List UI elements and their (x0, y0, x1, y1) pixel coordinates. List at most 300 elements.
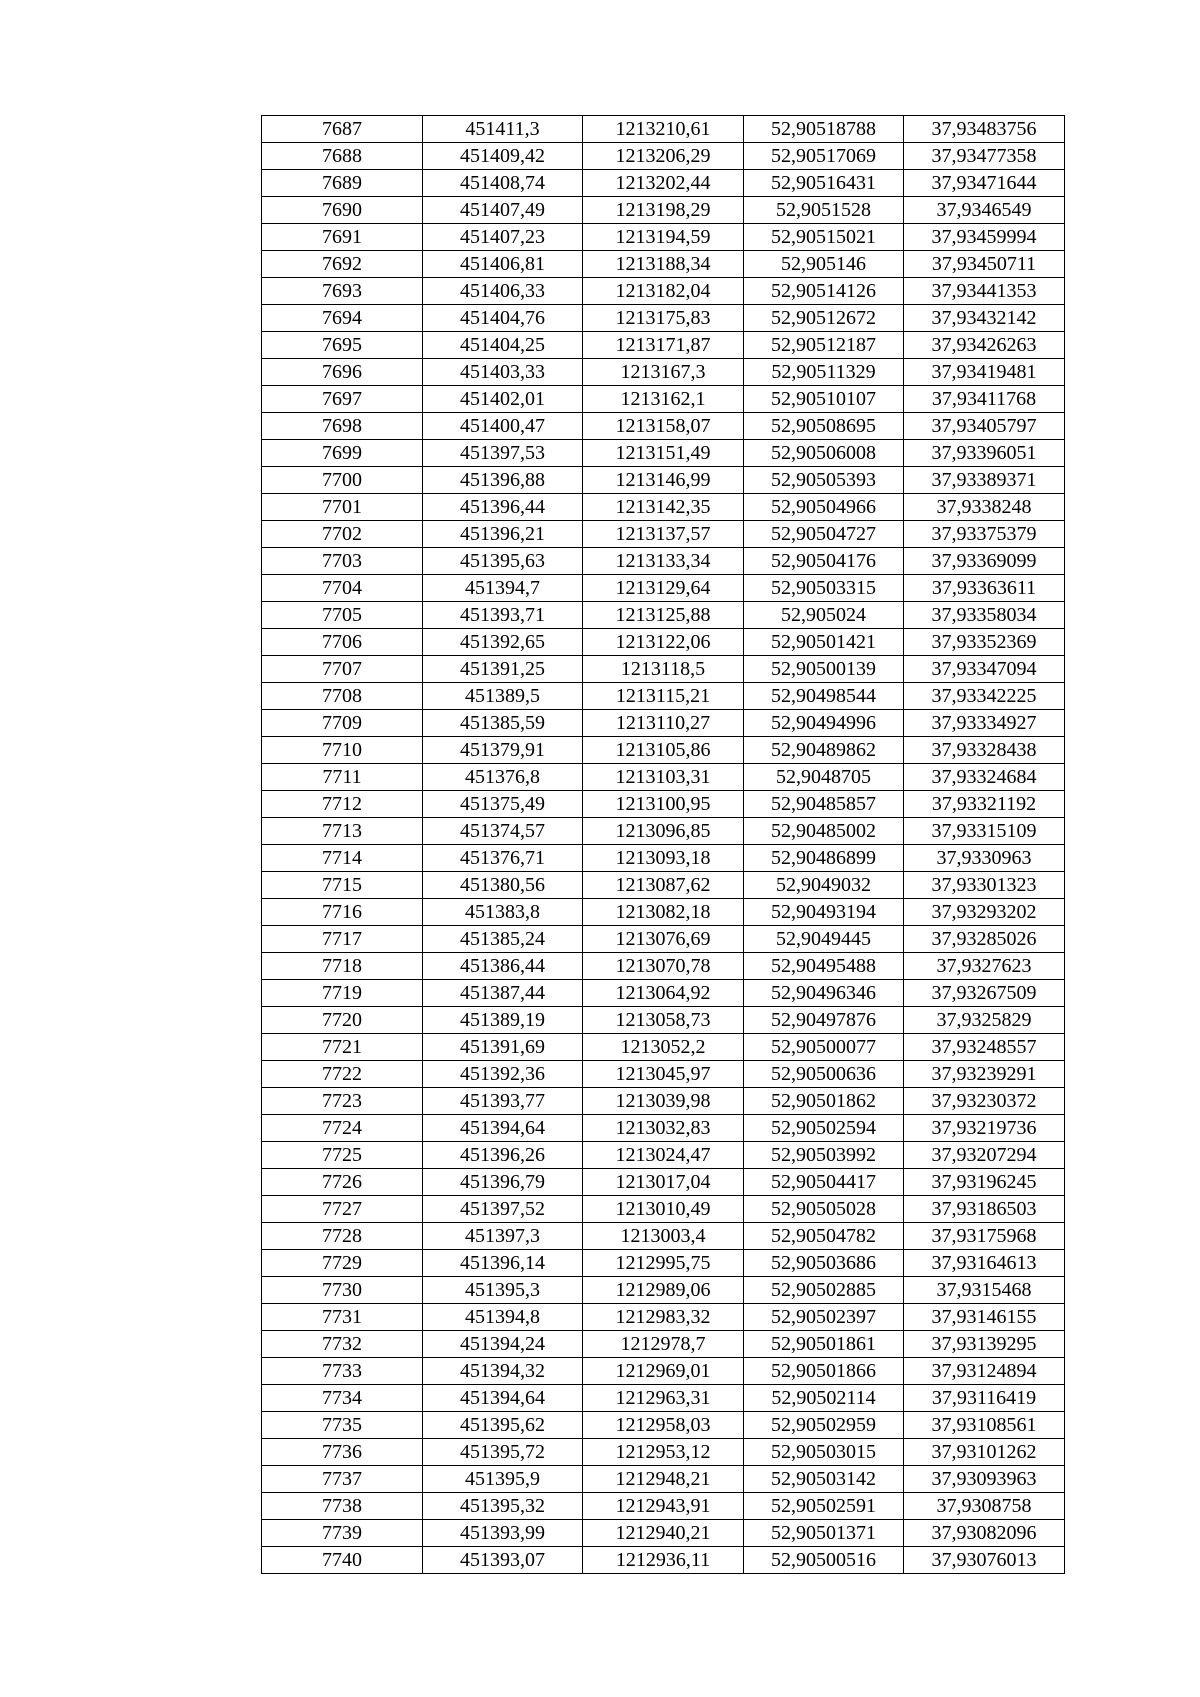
point-number-cell: 7705 (262, 602, 423, 629)
longitude-cell: 37,93441353 (904, 278, 1065, 305)
point-number-cell: 7692 (262, 251, 423, 278)
longitude-cell: 37,93267509 (904, 980, 1065, 1007)
y-coordinate-cell: 1213087,62 (583, 872, 744, 899)
longitude-cell: 37,93219736 (904, 1115, 1065, 1142)
longitude-cell: 37,93334927 (904, 710, 1065, 737)
latitude-cell: 52,90512672 (744, 305, 904, 332)
x-coordinate-cell: 451385,59 (423, 710, 583, 737)
table-row (262, 1169, 1065, 1196)
latitude-cell: 52,90500139 (744, 656, 904, 683)
table-row (262, 1304, 1065, 1331)
table-row (262, 359, 1065, 386)
y-coordinate-cell: 1213045,97 (583, 1061, 744, 1088)
latitude-cell: 52,90498544 (744, 683, 904, 710)
point-number-cell: 7735 (262, 1412, 423, 1439)
latitude-cell: 52,9048705 (744, 764, 904, 791)
x-coordinate-cell: 451394,64 (423, 1385, 583, 1412)
latitude-cell: 52,90503015 (744, 1439, 904, 1466)
longitude-cell: 37,93108561 (904, 1412, 1065, 1439)
latitude-cell: 52,90512187 (744, 332, 904, 359)
latitude-cell: 52,90511329 (744, 359, 904, 386)
x-coordinate-cell: 451395,32 (423, 1493, 583, 1520)
point-number-cell: 7737 (262, 1466, 423, 1493)
x-coordinate-cell: 451392,65 (423, 629, 583, 656)
table-row (262, 1547, 1065, 1574)
longitude-cell: 37,93389371 (904, 467, 1065, 494)
latitude-cell: 52,905024 (744, 602, 904, 629)
point-number-cell: 7694 (262, 305, 423, 332)
longitude-cell: 37,9308758 (904, 1493, 1065, 1520)
longitude-cell: 37,9325829 (904, 1007, 1065, 1034)
table-row (262, 1385, 1065, 1412)
longitude-cell: 37,93477358 (904, 143, 1065, 170)
longitude-cell: 37,93248557 (904, 1034, 1065, 1061)
table-row (262, 1034, 1065, 1061)
point-number-cell: 7688 (262, 143, 423, 170)
y-coordinate-cell: 1213182,04 (583, 278, 744, 305)
latitude-cell: 52,90485857 (744, 791, 904, 818)
y-coordinate-cell: 1213110,27 (583, 710, 744, 737)
point-number-cell: 7698 (262, 413, 423, 440)
table-row (262, 602, 1065, 629)
latitude-cell: 52,90502885 (744, 1277, 904, 1304)
longitude-cell: 37,93375379 (904, 521, 1065, 548)
coordinates-table-body (262, 116, 1065, 1574)
point-number-cell: 7740 (262, 1547, 423, 1574)
latitude-cell: 52,90501421 (744, 629, 904, 656)
longitude-cell: 37,93146155 (904, 1304, 1065, 1331)
y-coordinate-cell: 1212948,21 (583, 1466, 744, 1493)
y-coordinate-cell: 1213076,69 (583, 926, 744, 953)
y-coordinate-cell: 1213115,21 (583, 683, 744, 710)
point-number-cell: 7738 (262, 1493, 423, 1520)
x-coordinate-cell: 451396,44 (423, 494, 583, 521)
table-row (262, 1223, 1065, 1250)
table-row (262, 467, 1065, 494)
y-coordinate-cell: 1212940,21 (583, 1520, 744, 1547)
y-coordinate-cell: 1213093,18 (583, 845, 744, 872)
table-row (262, 1061, 1065, 1088)
longitude-cell: 37,93076013 (904, 1547, 1065, 1574)
longitude-cell: 37,93285026 (904, 926, 1065, 953)
latitude-cell: 52,90515021 (744, 224, 904, 251)
latitude-cell: 52,90495488 (744, 953, 904, 980)
x-coordinate-cell: 451394,32 (423, 1358, 583, 1385)
point-number-cell: 7714 (262, 845, 423, 872)
latitude-cell: 52,90501862 (744, 1088, 904, 1115)
y-coordinate-cell: 1213171,87 (583, 332, 744, 359)
latitude-cell: 52,90496346 (744, 980, 904, 1007)
table-row (262, 521, 1065, 548)
latitude-cell: 52,90503315 (744, 575, 904, 602)
x-coordinate-cell: 451376,8 (423, 764, 583, 791)
table-row (262, 197, 1065, 224)
table-row (262, 980, 1065, 1007)
table-row (262, 953, 1065, 980)
x-coordinate-cell: 451374,57 (423, 818, 583, 845)
table-row (262, 1520, 1065, 1547)
table-row (262, 386, 1065, 413)
x-coordinate-cell: 451407,23 (423, 224, 583, 251)
table-row (262, 1142, 1065, 1169)
table-row (262, 629, 1065, 656)
y-coordinate-cell: 1212943,91 (583, 1493, 744, 1520)
latitude-cell: 52,90517069 (744, 143, 904, 170)
point-number-cell: 7700 (262, 467, 423, 494)
latitude-cell: 52,90516431 (744, 170, 904, 197)
y-coordinate-cell: 1212978,7 (583, 1331, 744, 1358)
x-coordinate-cell: 451397,3 (423, 1223, 583, 1250)
table-row (262, 764, 1065, 791)
latitude-cell: 52,90500636 (744, 1061, 904, 1088)
y-coordinate-cell: 1212953,12 (583, 1439, 744, 1466)
point-number-cell: 7725 (262, 1142, 423, 1169)
latitude-cell: 52,905146 (744, 251, 904, 278)
longitude-cell: 37,93342225 (904, 683, 1065, 710)
x-coordinate-cell: 451391,25 (423, 656, 583, 683)
point-number-cell: 7728 (262, 1223, 423, 1250)
point-number-cell: 7730 (262, 1277, 423, 1304)
table-row (262, 548, 1065, 575)
table-row (262, 926, 1065, 953)
x-coordinate-cell: 451406,33 (423, 278, 583, 305)
table-row (262, 1196, 1065, 1223)
point-number-cell: 7719 (262, 980, 423, 1007)
longitude-cell: 37,93164613 (904, 1250, 1065, 1277)
y-coordinate-cell: 1213137,57 (583, 521, 744, 548)
table-row (262, 413, 1065, 440)
latitude-cell: 52,90518788 (744, 116, 904, 143)
x-coordinate-cell: 451407,49 (423, 197, 583, 224)
table-row (262, 899, 1065, 926)
point-number-cell: 7687 (262, 116, 423, 143)
point-number-cell: 7718 (262, 953, 423, 980)
x-coordinate-cell: 451376,71 (423, 845, 583, 872)
y-coordinate-cell: 1213017,04 (583, 1169, 744, 1196)
longitude-cell: 37,93124894 (904, 1358, 1065, 1385)
point-number-cell: 7729 (262, 1250, 423, 1277)
x-coordinate-cell: 451406,81 (423, 251, 583, 278)
table-row (262, 575, 1065, 602)
table-row (262, 251, 1065, 278)
table-row (262, 440, 1065, 467)
y-coordinate-cell: 1213058,73 (583, 1007, 744, 1034)
x-coordinate-cell: 451380,56 (423, 872, 583, 899)
y-coordinate-cell: 1213039,98 (583, 1088, 744, 1115)
longitude-cell: 37,93139295 (904, 1331, 1065, 1358)
x-coordinate-cell: 451402,01 (423, 386, 583, 413)
point-number-cell: 7733 (262, 1358, 423, 1385)
point-number-cell: 7689 (262, 170, 423, 197)
point-number-cell: 7711 (262, 764, 423, 791)
point-number-cell: 7734 (262, 1385, 423, 1412)
longitude-cell: 37,93471644 (904, 170, 1065, 197)
point-number-cell: 7696 (262, 359, 423, 386)
x-coordinate-cell: 451383,8 (423, 899, 583, 926)
table-row (262, 1115, 1065, 1142)
x-coordinate-cell: 451393,77 (423, 1088, 583, 1115)
y-coordinate-cell: 1213122,06 (583, 629, 744, 656)
latitude-cell: 52,90504727 (744, 521, 904, 548)
table-row (262, 791, 1065, 818)
y-coordinate-cell: 1212958,03 (583, 1412, 744, 1439)
table-row (262, 818, 1065, 845)
table-row (262, 683, 1065, 710)
latitude-cell: 52,90503992 (744, 1142, 904, 1169)
x-coordinate-cell: 451395,62 (423, 1412, 583, 1439)
point-number-cell: 7715 (262, 872, 423, 899)
point-number-cell: 7727 (262, 1196, 423, 1223)
longitude-cell: 37,93459994 (904, 224, 1065, 251)
latitude-cell: 52,90504417 (744, 1169, 904, 1196)
latitude-cell: 52,90502594 (744, 1115, 904, 1142)
longitude-cell: 37,93352369 (904, 629, 1065, 656)
x-coordinate-cell: 451395,3 (423, 1277, 583, 1304)
table-row (262, 872, 1065, 899)
point-number-cell: 7722 (262, 1061, 423, 1088)
x-coordinate-cell: 451392,36 (423, 1061, 583, 1088)
latitude-cell: 52,90505393 (744, 467, 904, 494)
y-coordinate-cell: 1213082,18 (583, 899, 744, 926)
x-coordinate-cell: 451394,7 (423, 575, 583, 602)
longitude-cell: 37,93432142 (904, 305, 1065, 332)
x-coordinate-cell: 451400,47 (423, 413, 583, 440)
y-coordinate-cell: 1213146,99 (583, 467, 744, 494)
longitude-cell: 37,9315468 (904, 1277, 1065, 1304)
longitude-cell: 37,93101262 (904, 1439, 1065, 1466)
x-coordinate-cell: 451396,14 (423, 1250, 583, 1277)
y-coordinate-cell: 1213206,29 (583, 143, 744, 170)
y-coordinate-cell: 1213158,07 (583, 413, 744, 440)
x-coordinate-cell: 451393,99 (423, 1520, 583, 1547)
latitude-cell: 52,90489862 (744, 737, 904, 764)
longitude-cell: 37,9346549 (904, 197, 1065, 224)
table-row (262, 1439, 1065, 1466)
y-coordinate-cell: 1213151,49 (583, 440, 744, 467)
latitude-cell: 52,9051528 (744, 197, 904, 224)
table-row (262, 1007, 1065, 1034)
table-row (262, 845, 1065, 872)
longitude-cell: 37,93321192 (904, 791, 1065, 818)
latitude-cell: 52,90514126 (744, 278, 904, 305)
table-row (262, 737, 1065, 764)
longitude-cell: 37,93230372 (904, 1088, 1065, 1115)
table-row (262, 710, 1065, 737)
longitude-cell: 37,93369099 (904, 548, 1065, 575)
longitude-cell: 37,93175968 (904, 1223, 1065, 1250)
y-coordinate-cell: 1213129,64 (583, 575, 744, 602)
point-number-cell: 7706 (262, 629, 423, 656)
y-coordinate-cell: 1213032,83 (583, 1115, 744, 1142)
y-coordinate-cell: 1212995,75 (583, 1250, 744, 1277)
longitude-cell: 37,93301323 (904, 872, 1065, 899)
y-coordinate-cell: 1212963,31 (583, 1385, 744, 1412)
y-coordinate-cell: 1213010,49 (583, 1196, 744, 1223)
latitude-cell: 52,90506008 (744, 440, 904, 467)
longitude-cell: 37,93363611 (904, 575, 1065, 602)
longitude-cell: 37,93293202 (904, 899, 1065, 926)
x-coordinate-cell: 451389,5 (423, 683, 583, 710)
x-coordinate-cell: 451396,79 (423, 1169, 583, 1196)
table-row (262, 1277, 1065, 1304)
x-coordinate-cell: 451394,64 (423, 1115, 583, 1142)
x-coordinate-cell: 451397,53 (423, 440, 583, 467)
latitude-cell: 52,90500077 (744, 1034, 904, 1061)
x-coordinate-cell: 451391,69 (423, 1034, 583, 1061)
longitude-cell: 37,93426263 (904, 332, 1065, 359)
y-coordinate-cell: 1212983,32 (583, 1304, 744, 1331)
point-number-cell: 7717 (262, 926, 423, 953)
table-row (262, 170, 1065, 197)
table-row (262, 1088, 1065, 1115)
y-coordinate-cell: 1213118,5 (583, 656, 744, 683)
point-number-cell: 7690 (262, 197, 423, 224)
x-coordinate-cell: 451394,8 (423, 1304, 583, 1331)
point-number-cell: 7693 (262, 278, 423, 305)
x-coordinate-cell: 451411,3 (423, 116, 583, 143)
point-number-cell: 7699 (262, 440, 423, 467)
point-number-cell: 7704 (262, 575, 423, 602)
longitude-cell: 37,93328438 (904, 737, 1065, 764)
table-row (262, 305, 1065, 332)
point-number-cell: 7702 (262, 521, 423, 548)
longitude-cell: 37,93196245 (904, 1169, 1065, 1196)
point-number-cell: 7701 (262, 494, 423, 521)
y-coordinate-cell: 1213105,86 (583, 737, 744, 764)
x-coordinate-cell: 451393,07 (423, 1547, 583, 1574)
y-coordinate-cell: 1213003,4 (583, 1223, 744, 1250)
longitude-cell: 37,93419481 (904, 359, 1065, 386)
latitude-cell: 52,90505028 (744, 1196, 904, 1223)
x-coordinate-cell: 451396,21 (423, 521, 583, 548)
table-row (262, 1466, 1065, 1493)
table-row (262, 1358, 1065, 1385)
latitude-cell: 52,90502591 (744, 1493, 904, 1520)
point-number-cell: 7691 (262, 224, 423, 251)
latitude-cell: 52,90503686 (744, 1250, 904, 1277)
point-number-cell: 7739 (262, 1520, 423, 1547)
longitude-cell: 37,93186503 (904, 1196, 1065, 1223)
point-number-cell: 7724 (262, 1115, 423, 1142)
table-row (262, 143, 1065, 170)
point-number-cell: 7721 (262, 1034, 423, 1061)
x-coordinate-cell: 451385,24 (423, 926, 583, 953)
x-coordinate-cell: 451396,26 (423, 1142, 583, 1169)
latitude-cell: 52,90501861 (744, 1331, 904, 1358)
latitude-cell: 52,90508695 (744, 413, 904, 440)
point-number-cell: 7723 (262, 1088, 423, 1115)
longitude-cell: 37,93358034 (904, 602, 1065, 629)
y-coordinate-cell: 1213024,47 (583, 1142, 744, 1169)
x-coordinate-cell: 451395,63 (423, 548, 583, 575)
y-coordinate-cell: 1212969,01 (583, 1358, 744, 1385)
longitude-cell: 37,93207294 (904, 1142, 1065, 1169)
longitude-cell: 37,93116419 (904, 1385, 1065, 1412)
coordinates-table (261, 115, 1065, 1574)
latitude-cell: 52,90500516 (744, 1547, 904, 1574)
y-coordinate-cell: 1213142,35 (583, 494, 744, 521)
table-row (262, 656, 1065, 683)
point-number-cell: 7731 (262, 1304, 423, 1331)
point-number-cell: 7712 (262, 791, 423, 818)
x-coordinate-cell: 451375,49 (423, 791, 583, 818)
latitude-cell: 52,90494996 (744, 710, 904, 737)
x-coordinate-cell: 451404,25 (423, 332, 583, 359)
x-coordinate-cell: 451404,76 (423, 305, 583, 332)
longitude-cell: 37,93411768 (904, 386, 1065, 413)
table-row (262, 224, 1065, 251)
x-coordinate-cell: 451387,44 (423, 980, 583, 1007)
x-coordinate-cell: 451403,33 (423, 359, 583, 386)
latitude-cell: 52,9049445 (744, 926, 904, 953)
point-number-cell: 7709 (262, 710, 423, 737)
latitude-cell: 52,90502114 (744, 1385, 904, 1412)
y-coordinate-cell: 1213167,3 (583, 359, 744, 386)
x-coordinate-cell: 451379,91 (423, 737, 583, 764)
latitude-cell: 52,90502397 (744, 1304, 904, 1331)
table-row (262, 1331, 1065, 1358)
y-coordinate-cell: 1213100,95 (583, 791, 744, 818)
x-coordinate-cell: 451396,88 (423, 467, 583, 494)
y-coordinate-cell: 1213194,59 (583, 224, 744, 251)
table-row (262, 116, 1065, 143)
y-coordinate-cell: 1213202,44 (583, 170, 744, 197)
point-number-cell: 7736 (262, 1439, 423, 1466)
y-coordinate-cell: 1213064,92 (583, 980, 744, 1007)
latitude-cell: 52,90510107 (744, 386, 904, 413)
table-row (262, 494, 1065, 521)
y-coordinate-cell: 1213175,83 (583, 305, 744, 332)
longitude-cell: 37,93450711 (904, 251, 1065, 278)
x-coordinate-cell: 451395,9 (423, 1466, 583, 1493)
table-row (262, 1250, 1065, 1277)
x-coordinate-cell: 451395,72 (423, 1439, 583, 1466)
longitude-cell: 37,93082096 (904, 1520, 1065, 1547)
y-coordinate-cell: 1213210,61 (583, 116, 744, 143)
y-coordinate-cell: 1213052,2 (583, 1034, 744, 1061)
latitude-cell: 52,90486899 (744, 845, 904, 872)
y-coordinate-cell: 1212989,06 (583, 1277, 744, 1304)
table-row (262, 332, 1065, 359)
table-row (262, 1412, 1065, 1439)
y-coordinate-cell: 1213103,31 (583, 764, 744, 791)
x-coordinate-cell: 451394,24 (423, 1331, 583, 1358)
point-number-cell: 7707 (262, 656, 423, 683)
latitude-cell: 52,90501371 (744, 1520, 904, 1547)
longitude-cell: 37,93093963 (904, 1466, 1065, 1493)
x-coordinate-cell: 451393,71 (423, 602, 583, 629)
y-coordinate-cell: 1212936,11 (583, 1547, 744, 1574)
longitude-cell: 37,93239291 (904, 1061, 1065, 1088)
latitude-cell: 52,90485002 (744, 818, 904, 845)
longitude-cell: 37,9330963 (904, 845, 1065, 872)
latitude-cell: 52,90504782 (744, 1223, 904, 1250)
longitude-cell: 37,93315109 (904, 818, 1065, 845)
table-row (262, 278, 1065, 305)
x-coordinate-cell: 451386,44 (423, 953, 583, 980)
table-row (262, 1493, 1065, 1520)
point-number-cell: 7710 (262, 737, 423, 764)
longitude-cell: 37,93483756 (904, 116, 1065, 143)
latitude-cell: 52,90493194 (744, 899, 904, 926)
point-number-cell: 7708 (262, 683, 423, 710)
point-number-cell: 7720 (262, 1007, 423, 1034)
point-number-cell: 7726 (262, 1169, 423, 1196)
latitude-cell: 52,90504966 (744, 494, 904, 521)
x-coordinate-cell: 451408,74 (423, 170, 583, 197)
longitude-cell: 37,93324684 (904, 764, 1065, 791)
point-number-cell: 7716 (262, 899, 423, 926)
